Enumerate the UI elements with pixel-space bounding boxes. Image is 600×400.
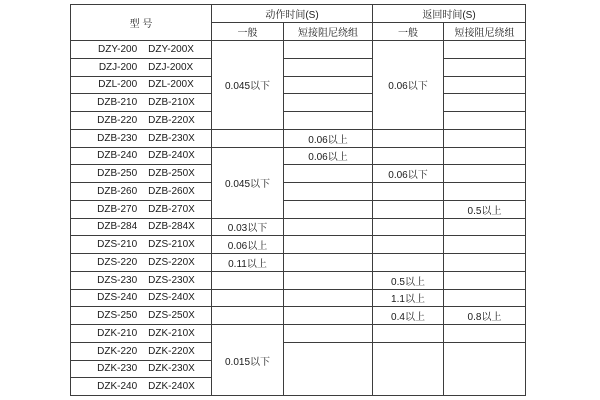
model-b: DZB-270X — [148, 203, 195, 215]
return-general-cell — [373, 325, 444, 343]
model-b: DZB-220X — [148, 114, 195, 126]
model-cell — [71, 41, 212, 59]
model-cell — [71, 307, 212, 325]
action-damping-cell — [284, 41, 373, 59]
action-damping-cell — [284, 271, 373, 289]
model-a: DZK-230 — [97, 363, 138, 375]
action-damping-cell: 0.06以上 — [284, 147, 373, 165]
return-general-cell: 0.06以下 — [373, 41, 444, 130]
model-b: DZL-200X — [148, 79, 194, 91]
return-damping-cell — [444, 289, 526, 307]
model-a: DZB-250 — [97, 168, 138, 180]
model-cell — [71, 271, 212, 289]
table-row — [71, 183, 526, 201]
return-general-cell — [373, 236, 444, 254]
model-a: DZS-240 — [97, 292, 138, 304]
header-model: 型 号 — [71, 5, 212, 41]
action-damping-cell — [284, 200, 373, 218]
model-b: DZB-230X — [148, 132, 195, 144]
return-general-cell — [373, 129, 444, 147]
table-row — [71, 218, 526, 236]
model-a: DZB-210 — [97, 97, 138, 109]
table-row — [71, 112, 526, 130]
model-cell — [71, 342, 212, 360]
table-row — [71, 58, 526, 76]
action-damping-cell — [284, 325, 373, 343]
model-b: DZS-230X — [148, 274, 195, 286]
model-a: DZS-230 — [97, 274, 138, 286]
return-general-cell: 0.5以上 — [373, 271, 444, 289]
header-return-general: 一般 — [373, 23, 444, 41]
model-a: DZJ-200 — [98, 61, 138, 73]
action-damping-cell — [284, 112, 373, 130]
table-row — [71, 41, 526, 59]
return-damping-cell — [444, 165, 526, 183]
action-general-cell: 0.045以下 — [212, 41, 284, 130]
action-damping-cell — [284, 94, 373, 112]
return-damping-cell — [444, 129, 526, 147]
model-b: DZJ-200X — [148, 61, 194, 73]
model-cell — [71, 147, 212, 165]
model-b: DZS-220X — [148, 256, 195, 268]
action-damping-cell: 0.06以上 — [284, 129, 373, 147]
header-action-general: 一般 — [212, 23, 284, 41]
model-b: DZB-250X — [148, 168, 195, 180]
action-damping-cell — [284, 307, 373, 325]
model-a: DZK-210 — [97, 327, 138, 339]
header-action-time-group: 动作时间(S) — [212, 5, 373, 23]
model-a: DZK-240 — [97, 381, 138, 393]
model-a: DZB-270 — [97, 203, 138, 215]
model-cell — [71, 236, 212, 254]
return-general-cell: 1.1以上 — [373, 289, 444, 307]
model-b: DZS-210X — [148, 239, 195, 251]
action-damping-cell — [284, 183, 373, 201]
return-damping-cell — [444, 342, 526, 395]
model-cell — [71, 183, 212, 201]
model-b: DZK-240X — [148, 381, 195, 393]
table-row — [71, 307, 526, 325]
action-general-cell: 0.11以上 — [212, 254, 284, 272]
table-row — [71, 76, 526, 94]
model-a: DZY-200 — [98, 43, 138, 55]
model-b: DZK-210X — [148, 327, 195, 339]
model-b: DZS-240X — [148, 292, 195, 304]
return-general-cell — [373, 183, 444, 201]
table-row — [71, 147, 526, 165]
model-cell — [71, 94, 212, 112]
table-row — [71, 254, 526, 272]
table-row — [71, 94, 526, 112]
action-damping-cell — [284, 254, 373, 272]
model-a: DZB-284 — [97, 221, 138, 233]
table-row — [71, 289, 526, 307]
model-cell — [71, 112, 212, 130]
return-general-cell — [373, 200, 444, 218]
action-general-cell: 0.045以下 — [212, 147, 284, 218]
model-b: DZY-200X — [148, 43, 194, 55]
action-general-cell — [212, 307, 284, 325]
model-a: DZS-210 — [97, 239, 138, 251]
return-general-cell: 0.06以下 — [373, 165, 444, 183]
model-a: DZK-220 — [97, 345, 138, 357]
action-damping-cell — [284, 58, 373, 76]
model-a: DZL-200 — [98, 79, 138, 91]
action-general-cell: 0.015以下 — [212, 325, 284, 396]
model-a: DZB-230 — [97, 132, 138, 144]
header-return-time-group: 返回时间(S) — [373, 5, 526, 23]
spec-table-container — [70, 4, 526, 396]
model-cell — [71, 360, 212, 378]
return-damping-cell — [444, 94, 526, 112]
action-general-cell — [212, 289, 284, 307]
table-row — [71, 200, 526, 218]
model-cell — [71, 325, 212, 343]
return-damping-cell — [444, 218, 526, 236]
model-cell — [71, 218, 212, 236]
return-damping-cell — [444, 254, 526, 272]
model-a: DZS-220 — [97, 256, 138, 268]
model-a: DZB-240 — [97, 150, 138, 162]
spec-table — [70, 4, 526, 396]
return-damping-cell — [444, 58, 526, 76]
model-cell — [71, 200, 212, 218]
return-general-cell — [373, 147, 444, 165]
header-row-groups — [71, 5, 526, 23]
model-cell — [71, 254, 212, 272]
return-general-cell — [373, 342, 444, 395]
return-damping-cell — [444, 76, 526, 94]
return-damping-cell — [444, 112, 526, 130]
table-row — [71, 342, 526, 360]
table-row — [71, 129, 526, 147]
action-damping-cell — [284, 76, 373, 94]
action-general-cell: 0.03以下 — [212, 218, 284, 236]
action-general-cell — [212, 129, 284, 147]
return-damping-cell — [444, 41, 526, 59]
action-damping-cell — [284, 218, 373, 236]
return-damping-cell — [444, 271, 526, 289]
model-cell — [71, 378, 212, 396]
model-a: DZS-250 — [97, 310, 138, 322]
return-damping-cell — [444, 183, 526, 201]
return-damping-cell — [444, 236, 526, 254]
table-row — [71, 165, 526, 183]
action-damping-cell — [284, 342, 373, 395]
model-b: DZB-240X — [148, 150, 195, 162]
model-cell — [71, 76, 212, 94]
return-damping-cell — [444, 325, 526, 343]
return-damping-cell: 0.5以上 — [444, 200, 526, 218]
header-return-damping: 短接阻尼绕组 — [444, 23, 526, 41]
header-action-damping: 短接阻尼绕组 — [284, 23, 373, 41]
model-cell — [71, 129, 212, 147]
model-cell — [71, 289, 212, 307]
model-a: DZB-260 — [97, 185, 138, 197]
model-b: DZS-250X — [148, 310, 195, 322]
action-damping-cell — [284, 289, 373, 307]
model-cell — [71, 165, 212, 183]
model-b: DZB-284X — [148, 221, 195, 233]
return-damping-cell: 0.8以上 — [444, 307, 526, 325]
table-row — [71, 236, 526, 254]
return-general-cell: 0.4以上 — [373, 307, 444, 325]
table-row — [71, 271, 526, 289]
return-damping-cell — [444, 147, 526, 165]
return-general-cell — [373, 218, 444, 236]
action-damping-cell — [284, 165, 373, 183]
return-general-cell — [373, 254, 444, 272]
table-row — [71, 325, 526, 343]
action-damping-cell — [284, 236, 373, 254]
action-general-cell: 0.06以上 — [212, 236, 284, 254]
model-b: DZB-260X — [148, 185, 195, 197]
model-b: DZK-220X — [148, 345, 195, 357]
model-b: DZB-210X — [148, 97, 195, 109]
model-cell — [71, 58, 212, 76]
action-general-cell — [212, 271, 284, 289]
model-b: DZK-230X — [148, 363, 195, 375]
model-a: DZB-220 — [97, 114, 138, 126]
